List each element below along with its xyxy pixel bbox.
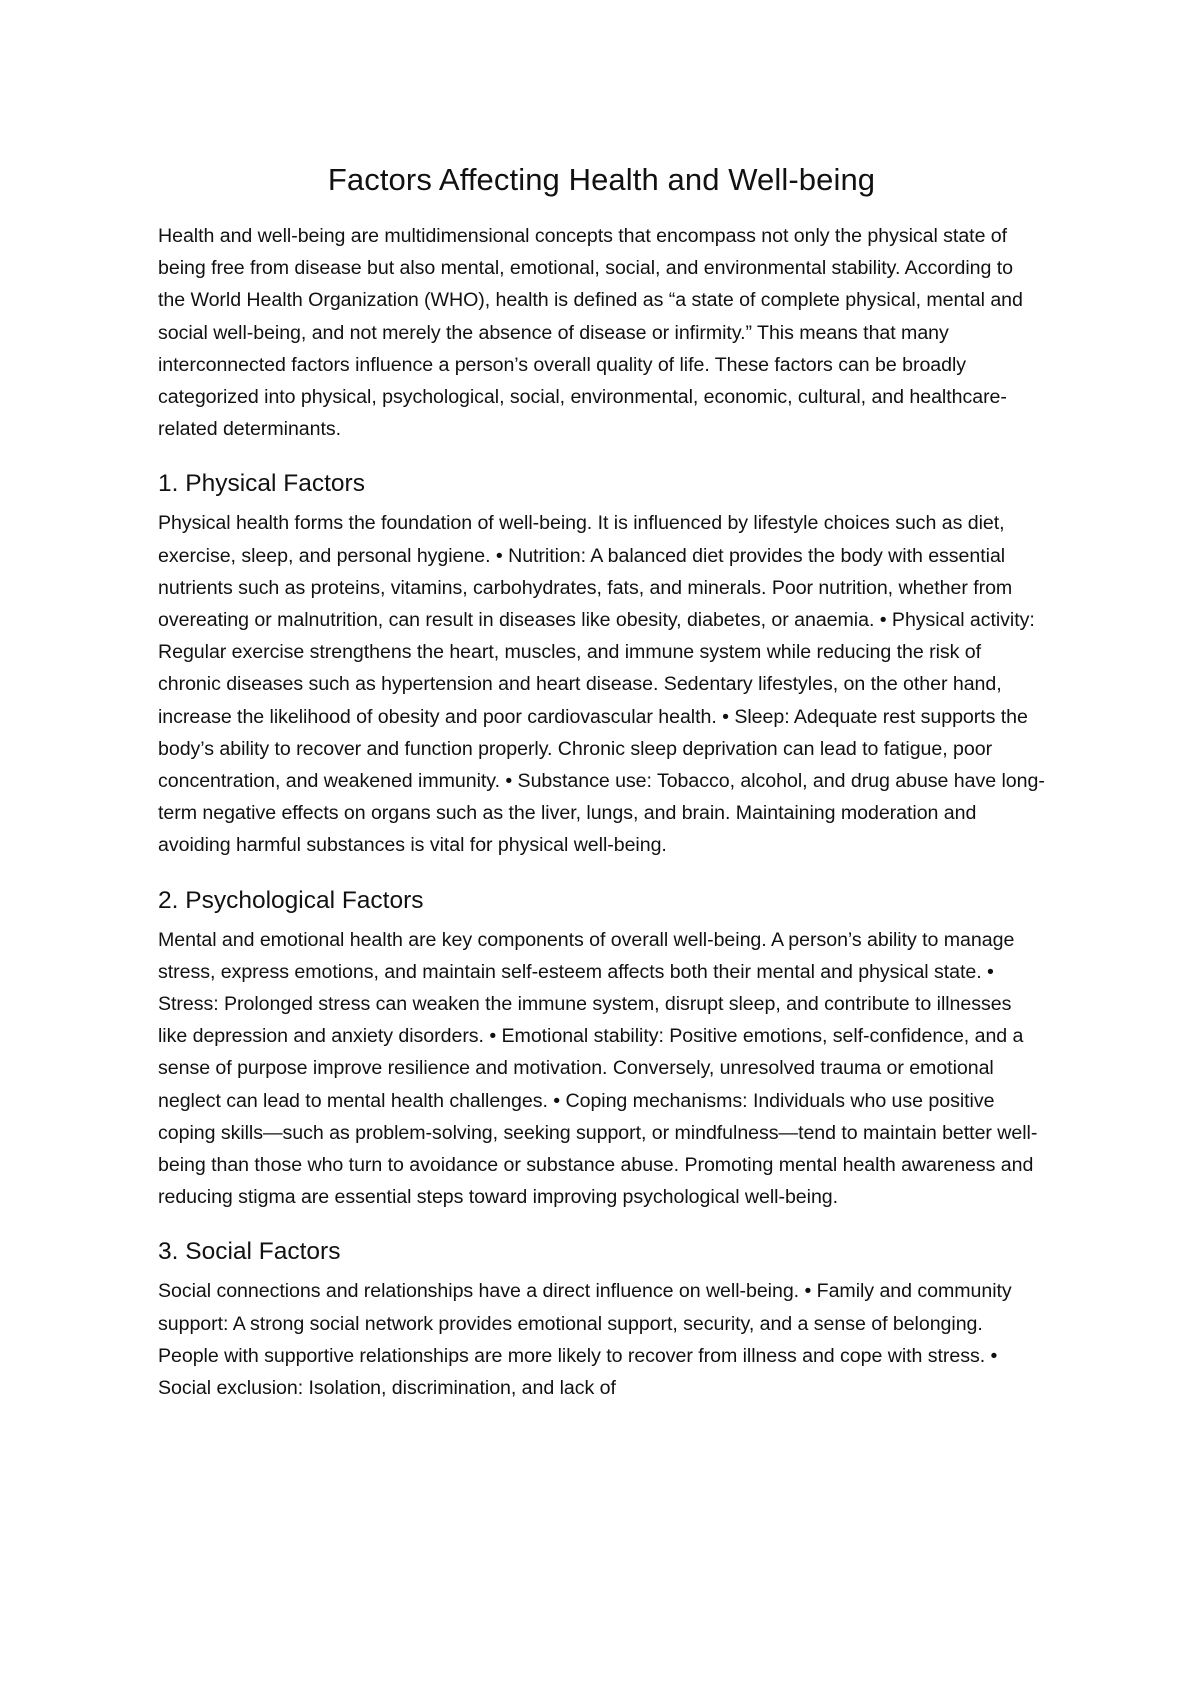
section-body-psychological: Mental and emotional health are key components of overall well-being. A person’s ability to manage stress, express emotions, and maintain self-esteem affects both their mental and physical state. • Stress: Prolonged stress can weaken the immune system, disrupt sleep, and contribute to illnesses like depression and anxiety disorders. • Emotional stability: Positive emotions, self-confidence, and a sense of purpose improve resilience and motivation. Conversely, unresolved trauma or emotional neglect can lead to mental health challenges. • Coping mechanisms: Individuals who use positive coping skills—such as problem-solving, seeking support, or mindfulness—tend to maintain better well-being than those who turn to avoidance or substance abuse. Promoting mental health awareness and reducing stigma are essential steps toward improving psychological well-being. [158, 928, 1038, 1209]
section-body-social: Social connections and relationships have a direct influence on well-being. • Family and community support: A strong social network provides emotional support, security, and a sense of belonging. People with supportive relationships are more likely to recover from illness and cope with stress. • Social exclusion: Isolation, discrimination, and lack of [158, 1280, 1012, 1400]
section-heading-physical: 1. Physical Factors [158, 470, 365, 498]
section-heading-social: 3. Social Factors [158, 1238, 341, 1266]
intro-paragraph: Health and well-being are multidimensional concepts that encompass not only the physical state of being free from disease but also mental, emotional, social, and environmental stability. According to the World Health Organization (WHO), health is defined as “a state of complete physical, mental and social well-being, and not merely the absence of disease or infirmity.” This means that many interconnected factors influence a person’s overall quality of life. These factors can be broadly categorized into physical, psychological, social, environmental, economic, cultural, and healthcare-related determinants. [158, 225, 1023, 441]
page-title: Factors Affecting Health and Well-being [327, 162, 876, 197]
section-heading-psychological: 2. Psychological Factors [158, 886, 424, 914]
section-body-physical: Physical health forms the foundation of well-being. It is influenced by lifestyle choices such as diet, exercise, sleep, and personal hygiene. • Nutrition: A balanced diet provides the body with essential nutrients such as proteins, vitamins, carbohydrates, fats, and minerals. Poor nutrition, whether from overeating or malnutrition, can result in diseases like obesity, diabetes, or anaemia. • Physical activity: Regular exercise strengthens the heart, muscles, and immune system while reducing the risk of chronic diseases such as hypertension and heart disease. Sedentary lifestyles, on the other hand, increase the likelihood of obesity and poor cardiovascular health. • Sleep: Adequate rest supports the body’s ability to recover and function properly. Chronic sleep deprivation can lead to fatigue, poor concentration, and weakened immunity. • Substance use: Tobacco, alcohol, and drug abuse have long-term negative effects on organs such as the liver, lungs, and brain. Maintaining moderation and avoiding harmful substances is vital for physical well-being. [158, 512, 1045, 857]
